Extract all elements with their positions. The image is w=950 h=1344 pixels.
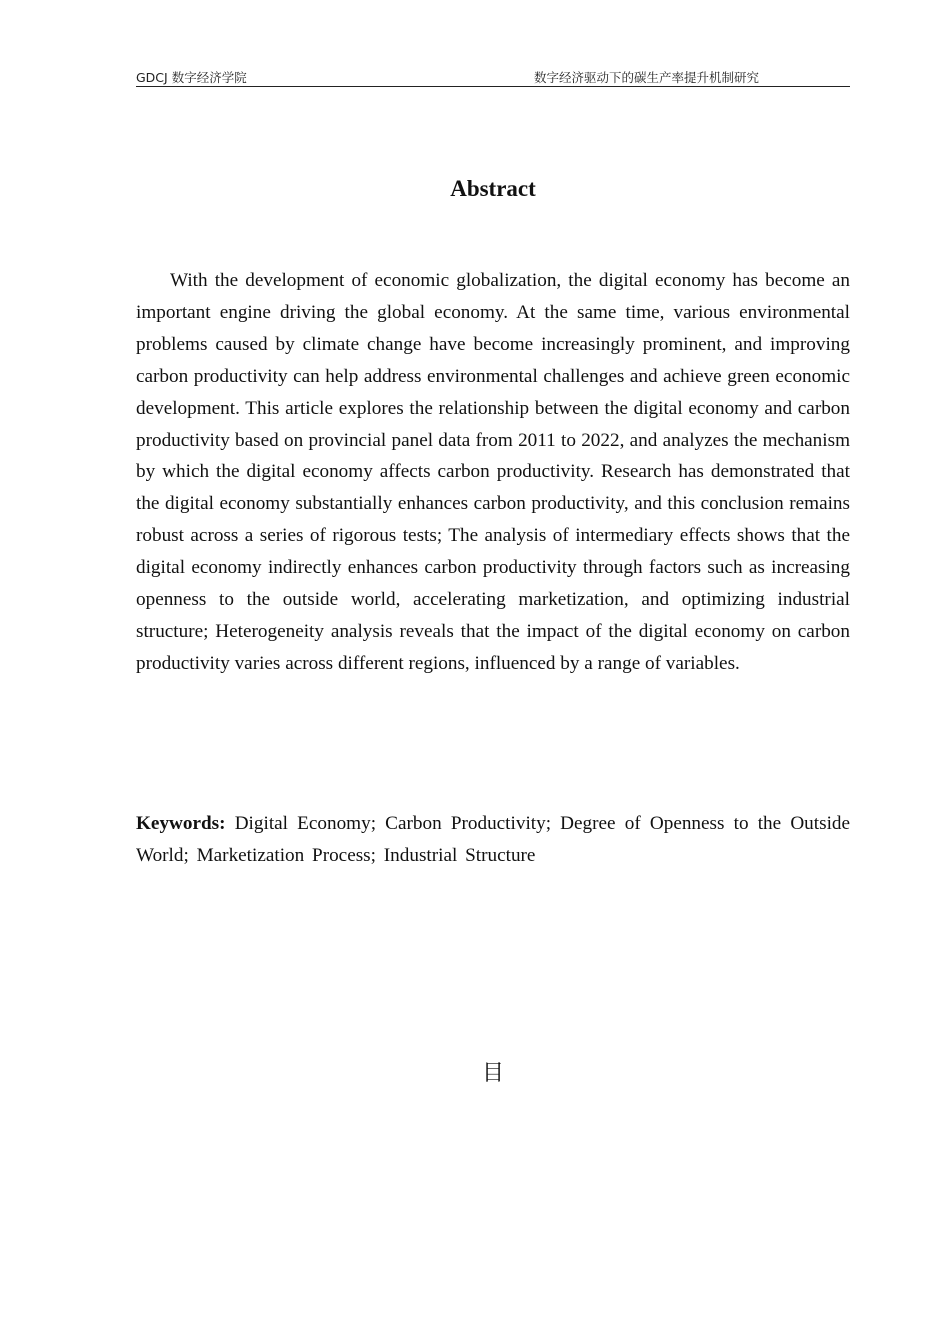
header-thesis-title: 数字经济驱动下的碳生产率提升机制研究 — [534, 70, 760, 85]
keywords-paragraph — [136, 808, 850, 872]
header-institution: GDCJ 数字经济学院 — [136, 70, 247, 85]
page-header — [136, 66, 850, 87]
keywords-label: Keywords: — [136, 813, 226, 834]
toc-heading-fragment: 目 — [481, 1061, 504, 1086]
abstract-body: With the development of economic globalization, the digital economy has become an important engine driving the global economy. At the same time, various environmental problems caused by climate change have become increasingly prominent, and improving carbon productivity can help address environmental challenges and achieve green economic development. This article explores the relationship between the digital economy and carbon productivity based on provincial panel data from 2011 to 2022, and analyzes the mechanism by which the digital economy affects carbon productivity. Research has demonstrated that the digital economy substantially enhances carbon productivity, and this conclusion remains robust across a series of rigorous tests; The analysis of intermediary effects shows that the digital economy indirectly enhances carbon productivity through factors such as increasing openness to the outside world, accelerating marketization, and optimizing industrial structure; Heterogeneity analysis reveals that the impact of the digital economy on carbon productivity varies across different regions, influenced by a range of variables. — [136, 270, 850, 674]
keywords-text: Digital Economy; Carbon Productivity; Degree of Openness to the Outside World; Marketization Process; Industrial Structure — [136, 813, 851, 866]
abstract-title: Abstract — [450, 176, 536, 201]
